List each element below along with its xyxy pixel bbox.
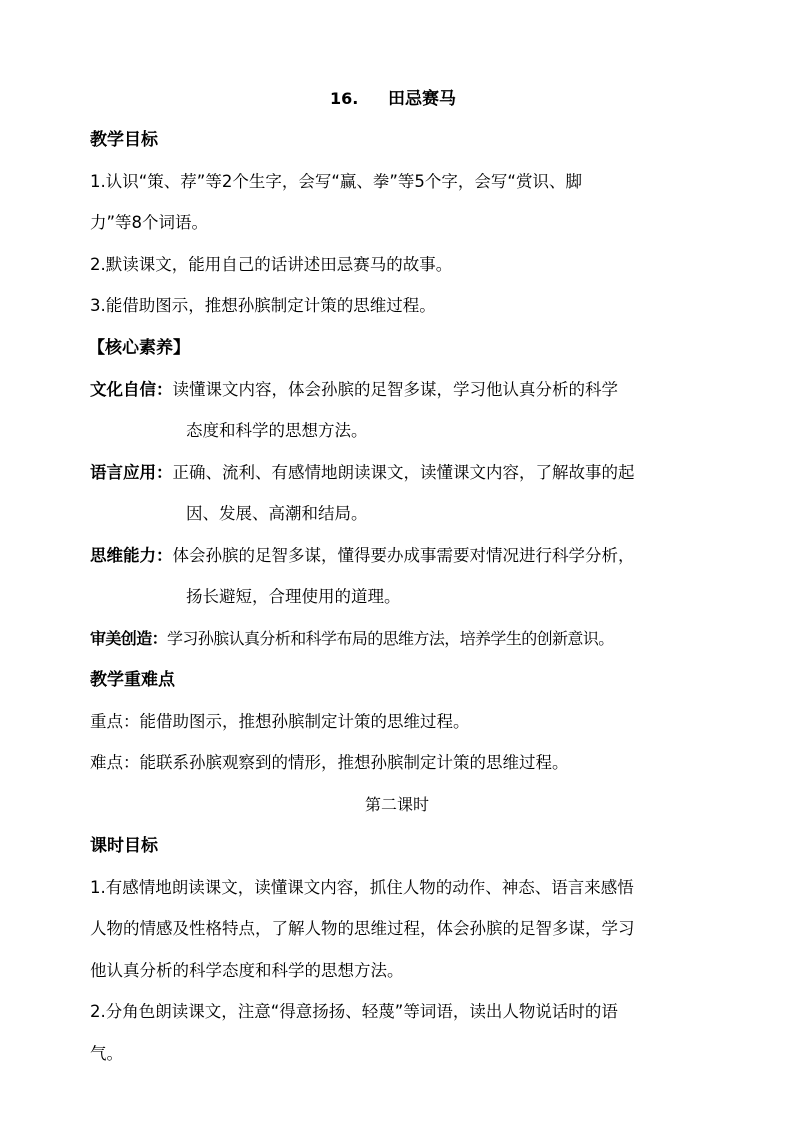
aesthetic-line-1	[90, 629, 614, 649]
aesthetic-label: 审美创造：	[90, 629, 168, 648]
thinking-line-2: 扬长避短，合理使用的道理。	[186, 587, 401, 606]
culture-line-2: 态度和科学的思想方法。	[186, 421, 368, 440]
objectives-heading: 教学目标	[90, 130, 158, 150]
objective-1-line-2: 力”等8个词语。	[90, 213, 209, 232]
difficulty-heading: 教学重难点	[90, 670, 175, 690]
key-point: 重点：能借助图示，推想孙膑制定计策的思维过程。	[90, 712, 470, 731]
lesson-number: 16.	[330, 89, 359, 108]
lesson-title: 田忌赛马	[388, 89, 456, 109]
language-line-1	[90, 463, 635, 483]
culture-line-1	[90, 380, 618, 400]
thinking-line-1	[90, 546, 635, 566]
period-label: 第二课时	[364, 795, 429, 814]
thinking-text-1: 体会孙膑的足智多谋，懂得要办成事需要对情况进行科学分析，	[172, 546, 635, 565]
aesthetic-text-1: 学习孙膑认真分析和科学布局的思维方法，培养学生的创新意识。	[167, 629, 614, 648]
language-line-2: 因、发展、高潮和结局。	[186, 504, 368, 523]
objective-2: 2.默读课文，能用自己的话讲述田忌赛马的故事。	[90, 255, 453, 274]
lesson-objective-2-line-2: 气。	[90, 1044, 123, 1063]
culture-label: 文化自信：	[90, 380, 173, 399]
thinking-label: 思维能力：	[90, 546, 173, 565]
lesson-objective-1-line-1: 1.有感情地朗读课文，读懂课文内容，抓住人物的动作、神态、语言来感悟	[90, 878, 634, 897]
lesson-objectives-heading: 课时目标	[90, 836, 158, 856]
objective-3: 3.能借助图示，推想孙膑制定计策的思维过程。	[90, 296, 436, 315]
core-literacy-heading: 【核心素养】	[88, 338, 190, 358]
culture-text-1: 读懂课文内容，体会孙膑的足智多谋，学习他认真分析的科学	[172, 380, 618, 399]
lesson-objective-1-line-2: 人物的情感及性格特点，了解人物的思维过程，体会孙膑的足智多谋，学习	[90, 919, 635, 938]
difficult-point: 难点：能联系孙膑观察到的情形，推想孙膑制定计策的思维过程。	[90, 753, 569, 772]
objective-1-line-1: 1.认识“策、荐”等2个生字，会写“赢、拳”等5个字，会写“赏识、脚	[90, 172, 582, 191]
language-text-1: 正确、流利、有感情地朗读课文，读懂课文内容，了解故事的起	[172, 463, 635, 482]
lesson-objective-1-line-3: 他认真分析的科学态度和科学的思想方法。	[90, 961, 404, 980]
lesson-objective-2-line-1: 2.分角色朗读课文，注意“得意扬扬、轻蔑”等词语，读出人物说话时的语	[90, 1002, 618, 1021]
language-label: 语言应用：	[90, 463, 173, 482]
